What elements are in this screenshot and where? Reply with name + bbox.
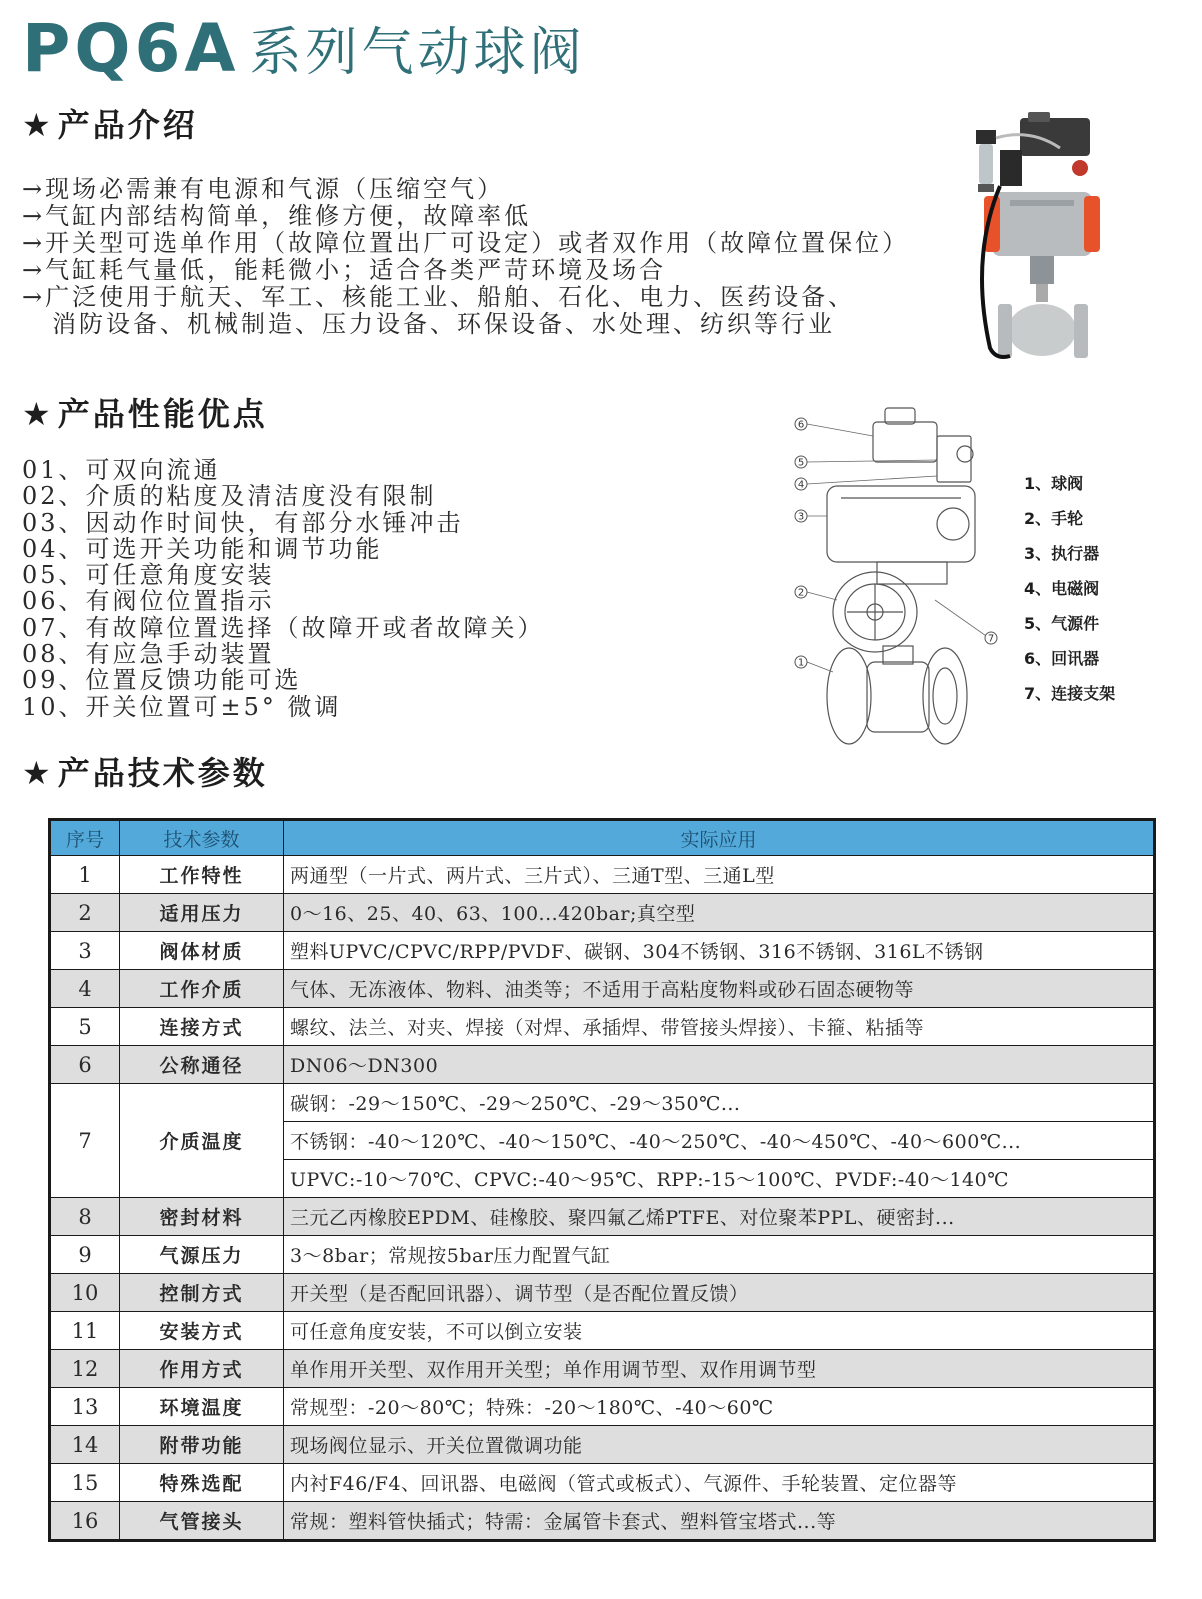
advantage-item: 09、位置反馈功能可选	[22, 666, 302, 695]
table-row: 14 附带功能 现场阀位显示、开关位置微调功能	[50, 1426, 1155, 1464]
legend-item: 7、连接支架	[1024, 684, 1116, 703]
arrow-icon: →	[22, 202, 46, 230]
intro-item: →广泛使用于航天、军工、核能工业、船舶、石化、电力、医药设备、	[22, 283, 856, 311]
section-advantages-heading	[22, 389, 268, 435]
callout-1: 1	[797, 657, 805, 669]
callout-5: 5	[797, 457, 805, 469]
intro-item: →开关型可选单作用（故障位置出厂可设定）或者双作用（故障位置保位）	[22, 229, 910, 257]
series-name: 系列气动球阀	[249, 23, 586, 83]
legend-item: 2、手轮	[1024, 509, 1084, 528]
advantage-item: 08、有应急手动装置	[22, 640, 275, 669]
advantage-item: 06、有阀位位置指示	[22, 587, 275, 616]
table-row: 10 控制方式 开关型（是否配回讯器）、调节型（是否配位置反馈）	[50, 1274, 1155, 1312]
section-advantages-title: 产品性能优点	[57, 395, 268, 433]
intro-item: →气缸耗气量低，能耗微小；适合各类严苛环境及场合	[22, 256, 667, 284]
series-code: PQ6A	[22, 10, 240, 87]
temp-stainless: 不锈钢：-40～120℃、-40～150℃、-40～250℃、-40～450℃、-40～600℃...	[284, 1122, 1155, 1160]
callout-4: 4	[797, 479, 805, 491]
table-row: 12 作用方式 单作用开关型、双作用开关型；单作用调节型、双作用调节型	[50, 1350, 1155, 1388]
legend-item: 6、回讯器	[1024, 649, 1100, 668]
page-title	[22, 6, 586, 87]
temp-carbon-steel: 碳钢：-29～150℃、-29～250℃、-29～350℃...	[284, 1084, 1155, 1122]
advantage-item: 05、可任意角度安装	[22, 561, 275, 590]
legend-item: 5、气源件	[1024, 614, 1100, 633]
arrow-icon: →	[22, 175, 46, 203]
callout-7: 7	[987, 633, 995, 645]
table-row: 11 安装方式 可任意角度安装，不可以倒立安装	[50, 1312, 1155, 1350]
callout-3: 3	[797, 511, 805, 523]
callout-6: 6	[797, 419, 805, 431]
arrow-icon: →	[22, 229, 46, 257]
advantage-item: 10、开关位置可±5° 微调	[22, 692, 342, 721]
section-intro-title: 产品介绍	[57, 106, 198, 144]
header-no: 序号	[50, 820, 120, 856]
table-row: 3 阀体材质 塑料UPVC/CPVC/RPP/PVDF、碳钢、304不锈钢、316不锈钢、316L不锈钢	[50, 932, 1155, 970]
table-row: 16 气管接头 常规：塑料管快插式；特需：金属管卡套式、塑料管宝塔式...等	[50, 1502, 1155, 1541]
table-header-row	[50, 820, 1155, 856]
arrow-icon: →	[22, 256, 46, 284]
advantage-item: 03、因动作时间快，有部分水锤冲击	[22, 508, 464, 537]
table-row: 13 环境温度 常规型：-20～80℃；特殊：-20～180℃、-40～60℃	[50, 1388, 1155, 1426]
table-row: 7 介质温度 碳钢：-29～150℃、-29～250℃、-29～350℃...	[50, 1084, 1155, 1122]
section-params-heading	[22, 748, 268, 794]
header-param: 技术参数	[120, 820, 284, 856]
spec-table	[48, 818, 1156, 1542]
star-icon: ★	[22, 106, 54, 144]
table-row: 2 适用压力 0～16、25、40、63、100...420bar;真空型	[50, 894, 1155, 932]
intro-item: →现场必需兼有电源和气源（压缩空气）	[22, 175, 505, 203]
valve-diagram	[785, 400, 1015, 760]
advantage-item: 02、介质的粘度及清洁度没有限制	[22, 482, 437, 511]
table-row: 1 工作特性 两通型（一片式、两片式、三片式）、三通T型、三通L型	[50, 856, 1155, 894]
valve-photo	[970, 108, 1115, 366]
table-row: 5 连接方式 螺纹、法兰、对夹、焊接（对焊、承插焊、带管接头焊接）、卡箍、粘插等	[50, 1008, 1155, 1046]
star-icon: ★	[22, 395, 54, 433]
table-row: 9 气源压力 3～8bar；常规按5bar压力配置气缸	[50, 1236, 1155, 1274]
table-row: 4 工作介质 气体、无冻液体、物料、油类等；不适用于高粘度物料或砂石固态硬物等	[50, 970, 1155, 1008]
advantage-item: 07、有故障位置选择（故障开或者故障关）	[22, 613, 545, 642]
advantage-item: 04、可选开关功能和调节功能	[22, 534, 383, 563]
temp-plastic: UPVC:-10～70℃、CPVC:-40～95℃、RPP:-15～100℃、PVDF:-40～140℃	[284, 1160, 1155, 1198]
section-params-title: 产品技术参数	[57, 754, 268, 792]
header-app: 实际应用	[284, 820, 1155, 856]
table-row: 15 特殊选配 内衬F46/F4、回讯器、电磁阀（管式或板式）、气源件、手轮装置、定位器等	[50, 1464, 1155, 1502]
advantages-list	[22, 457, 545, 720]
star-icon: ★	[22, 754, 54, 792]
intro-item: →气缸内部结构简单，维修方便，故障率低	[22, 202, 532, 230]
advantage-item: 01、可双向流通	[22, 456, 221, 484]
legend-item: 3、执行器	[1024, 544, 1100, 563]
intro-item-continuation: 消防设备、机械制造、压力设备、环保设备、水处理、纺织等行业	[52, 310, 835, 338]
callout-2: 2	[797, 587, 805, 599]
arrow-icon: →	[22, 283, 46, 311]
legend-item: 4、电磁阀	[1024, 579, 1100, 598]
table-row: 8 密封材料 三元乙丙橡胶EPDM、硅橡胶、聚四氟乙烯PTFE、对位聚苯PPL、硬密封...	[50, 1198, 1155, 1236]
diagram-legend	[1024, 466, 1115, 711]
intro-list	[22, 176, 972, 338]
section-intro-heading	[22, 100, 198, 146]
table-row: 6 公称通径 DN06～DN300	[50, 1046, 1155, 1084]
legend-item: 1、球阀	[1024, 474, 1084, 493]
